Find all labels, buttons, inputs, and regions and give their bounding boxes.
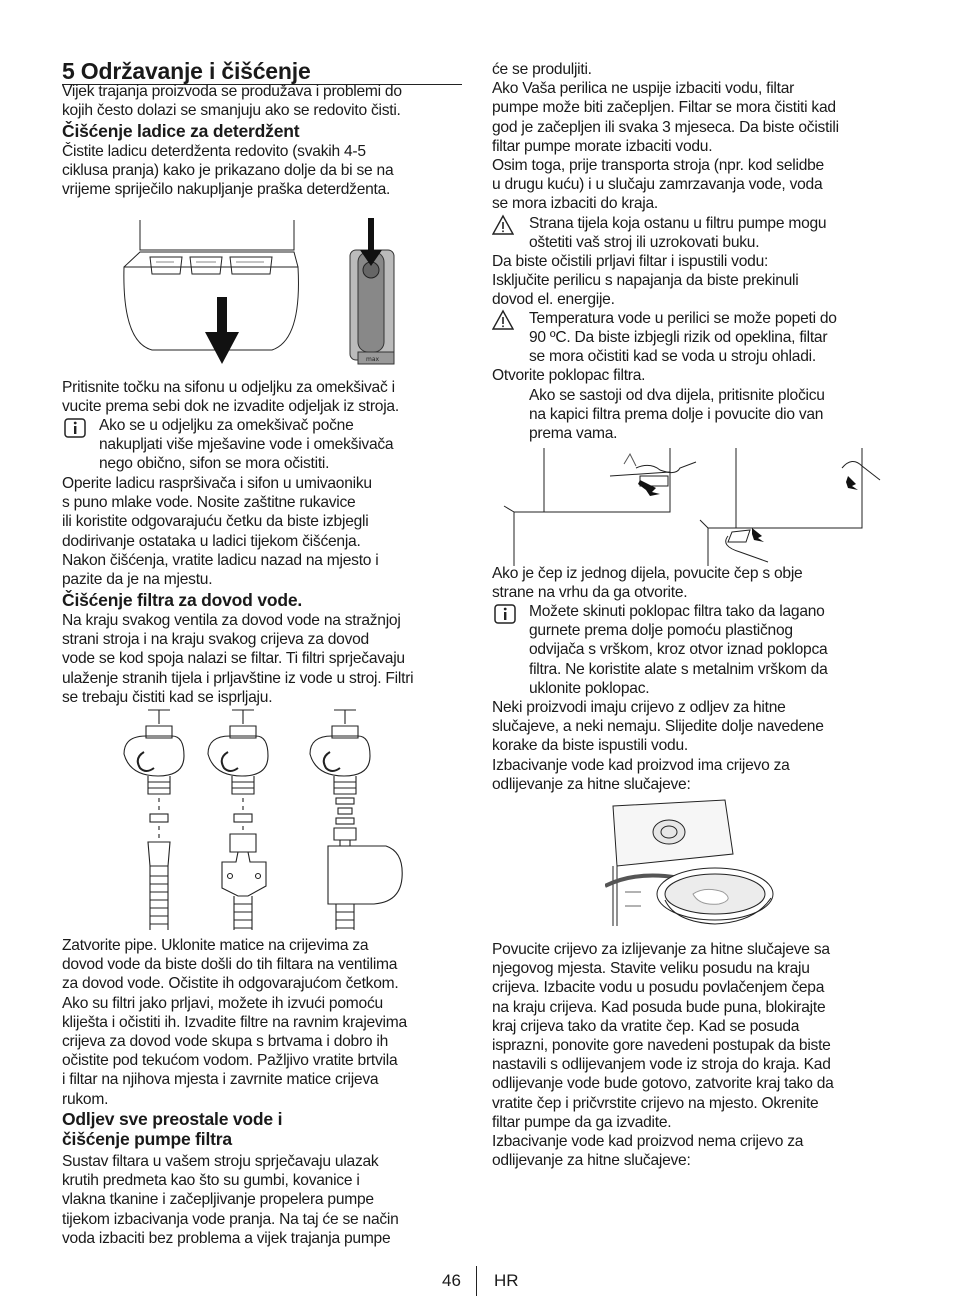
heading-inlet-filter: Čišćenje filtra za dovod vode.	[62, 590, 303, 610]
warning-foreign-objects: Strana tijela koja ostanu u filtru pumpe mogu oštetiti vaš stroj ili uzrokovati buku.	[529, 215, 827, 252]
info-icon	[64, 418, 86, 440]
inlet-filter-text-2: Zatvorite pipe. Uklonite matice na crijevima za dovod vode da biste došli do tih filtara na ventilima za dovod vode. Očistite ih odgovarajućom četkom. Ako su filtri jako prljavi, možete ih izvući pomoću kliješta i očistiti ih. Izvadite filtre na ravnim krajevima crijeva za dovod vode skupa s brtvama i dobro ih očistite pod tekućom vodom. Pažljivo vratite brtvila i filtar na njihova mjesta i zavrnite matice crijeva rukom.	[62, 937, 407, 1108]
page-title: 5 Održavanje i čišćenje	[62, 58, 462, 85]
arrow-icon	[752, 528, 764, 542]
footer-divider	[476, 1266, 477, 1296]
info-icon	[494, 604, 516, 626]
warning-temperature: Temperatura vode u perilici se može popeti do 90 ºC. Da biste izbjegli rizik od opeklina, filtar se mora očistiti kad se voda u stroju ohladi.	[529, 310, 837, 366]
inlet-filter-text-1: Na kraju svakog ventila za dovod vode na stražnjoj strani stroja i na kraju svakog crijeva za dovod vode se kod spoja nalazi se filtar. Ti filtri sprječavaju ulaženje stranih tijela i prljavštine iz vode u stroj. Filtri se trebaju čistiti kad se isprljaju.	[62, 612, 414, 706]
one-part-cover-text: Ako je čep iz jednog dijela, povucite čep s obje strane na vrhu da ga otvorite.	[492, 565, 803, 602]
detergent-text-3: Operite ladicu raspršivača i sifon u umivaoniku s puno mlake vode. Nosite zaštitne rukavice ili koristite odgovarajuću četku da biste izbjegli dodirivanje ostataka u ladici tijekom čišćenja. Nakon čišćenja, vratite ladicu nazad na mjesto i pazite da je na mjestu.	[62, 475, 379, 589]
filter-cover-illustration	[500, 446, 882, 568]
max-label: max	[366, 356, 380, 363]
heading-drain-pump: Odljev sve preostale vode i čišćenje pumpe filtra	[62, 1109, 283, 1149]
two-part-cover-text: Ako se sastoji od dva dijela, pritisnite pločicu na kapici filtra prema dolje i povucite dio van prema vama.	[529, 387, 825, 443]
intro-text: Vijek trajanja proizvoda se produžava i problemi do kojih često dolazi se smanjuju ako se redovito čisti.	[62, 83, 402, 120]
emergency-hose-steps: Povucite crijevo za izlijevanje za hitne slučajeve sa njegovog mjesta. Stavite veliku posudu na kraju crijeva. Izbacite vodu u posudu povlačenjem čepa na kraju crijeva. Kad posuda bude puna, blokirajte kraj crijeva tako da vratite čep. Kad se posuda isprazni, ponovite gore navedeni postupak da biste nastavili s odlijevanjem vode iz stroja do kraja. Kad odlijevanje vode bude gotovo, zatvorite kraj tako da vratite čep i pričvrstite crijevo na mjesto. Okrenite filtar pumpe da ga izvadite. Izbacivanje vode kad proizvod nema crijevo za odlijevanje za hitne slučajeve:	[492, 941, 834, 1170]
cover-removal-note: Možete skinuti poklopac filtra tako da lagano gurnete prema dolje pomoću plastičnog odvijača s vrškom, kroz otvor iznad poklopca filtra. Ne koristite alate s metalnim vrškom da uklonite poklopac.	[529, 603, 828, 697]
detergent-note: Ako se u odjeljku za omekšivač počne nakupljati više mješavine vode i omekšivača nego obično, sifon se mora očistiti.	[99, 417, 394, 473]
arrow-icon	[846, 476, 858, 490]
language-code: HR	[494, 1271, 519, 1290]
detergent-text-2: Pritisnite točku na sifonu u odjeljku za omekšivač i vucite prema sebi dok ne izvadite odjeljak iz stroja.	[62, 379, 399, 416]
detergent-drawer-illustration	[122, 212, 404, 372]
arrow-icon	[638, 480, 660, 496]
emergency-hose-text: Neki proizvodi imaju crijevo z odljev za hitne slučajeve, a neki nemaju. Slijedite dolje navedene korake da biste ispustili vodu. Izbacivanje vode kad proizvod ima crijevo za odlijevanje za hitne slučajeve:	[492, 699, 824, 793]
page-number: 46	[442, 1271, 461, 1290]
detergent-text-1: Čistite ladicu deterdženta redovito (svakih 4-5 ciklusa pranja) kako je prikazano dolje da bi se na vrijeme spriječilo nakupljanje praška deterdženta.	[62, 143, 394, 199]
pump-filter-text-1: će se produljiti. Ako Vaša perilica ne uspije izbaciti vodu, filtar pumpe može biti začepljen. Filtar se mora čistiti kad god je začepljen ili svaka 3 mjeseca. Da biste očistili filtar pumpe morate izbaciti vodu. Osim toga, prije transporta stroja (npr. kod selidbe u drugu kuću) i u slučaju zamrzavanja vode, voda se mora izbaciti do kraja.	[492, 61, 839, 213]
arrow-down-icon	[205, 297, 239, 364]
warning-icon	[492, 309, 514, 331]
warning-icon	[492, 214, 514, 236]
drain-pan-illustration	[605, 796, 785, 930]
pump-filter-text-2: Da biste očistili prljavi filtar i ispustili vodu: Isključite perilicu s napajanja da biste prekinuli dovod el. energije.	[492, 253, 799, 309]
drain-pump-text-1: Sustav filtara u vašem stroju sprječavaju ulazak krutih predmeta kao što su gumbi, kovanice i vlakna tkanine i začepljivanje propelera pumpe tijekom izbacivanja vode pranja. Na taj će se način voda izbaciti bez problema a vijek trajanja pumpe	[62, 1153, 399, 1247]
inlet-filter-illustration	[118, 706, 418, 932]
open-filter-cover-text: Otvorite poklopac filtra.	[492, 367, 646, 384]
heading-detergent-drawer: Čišćenje ladice za deterdžent	[62, 121, 300, 141]
